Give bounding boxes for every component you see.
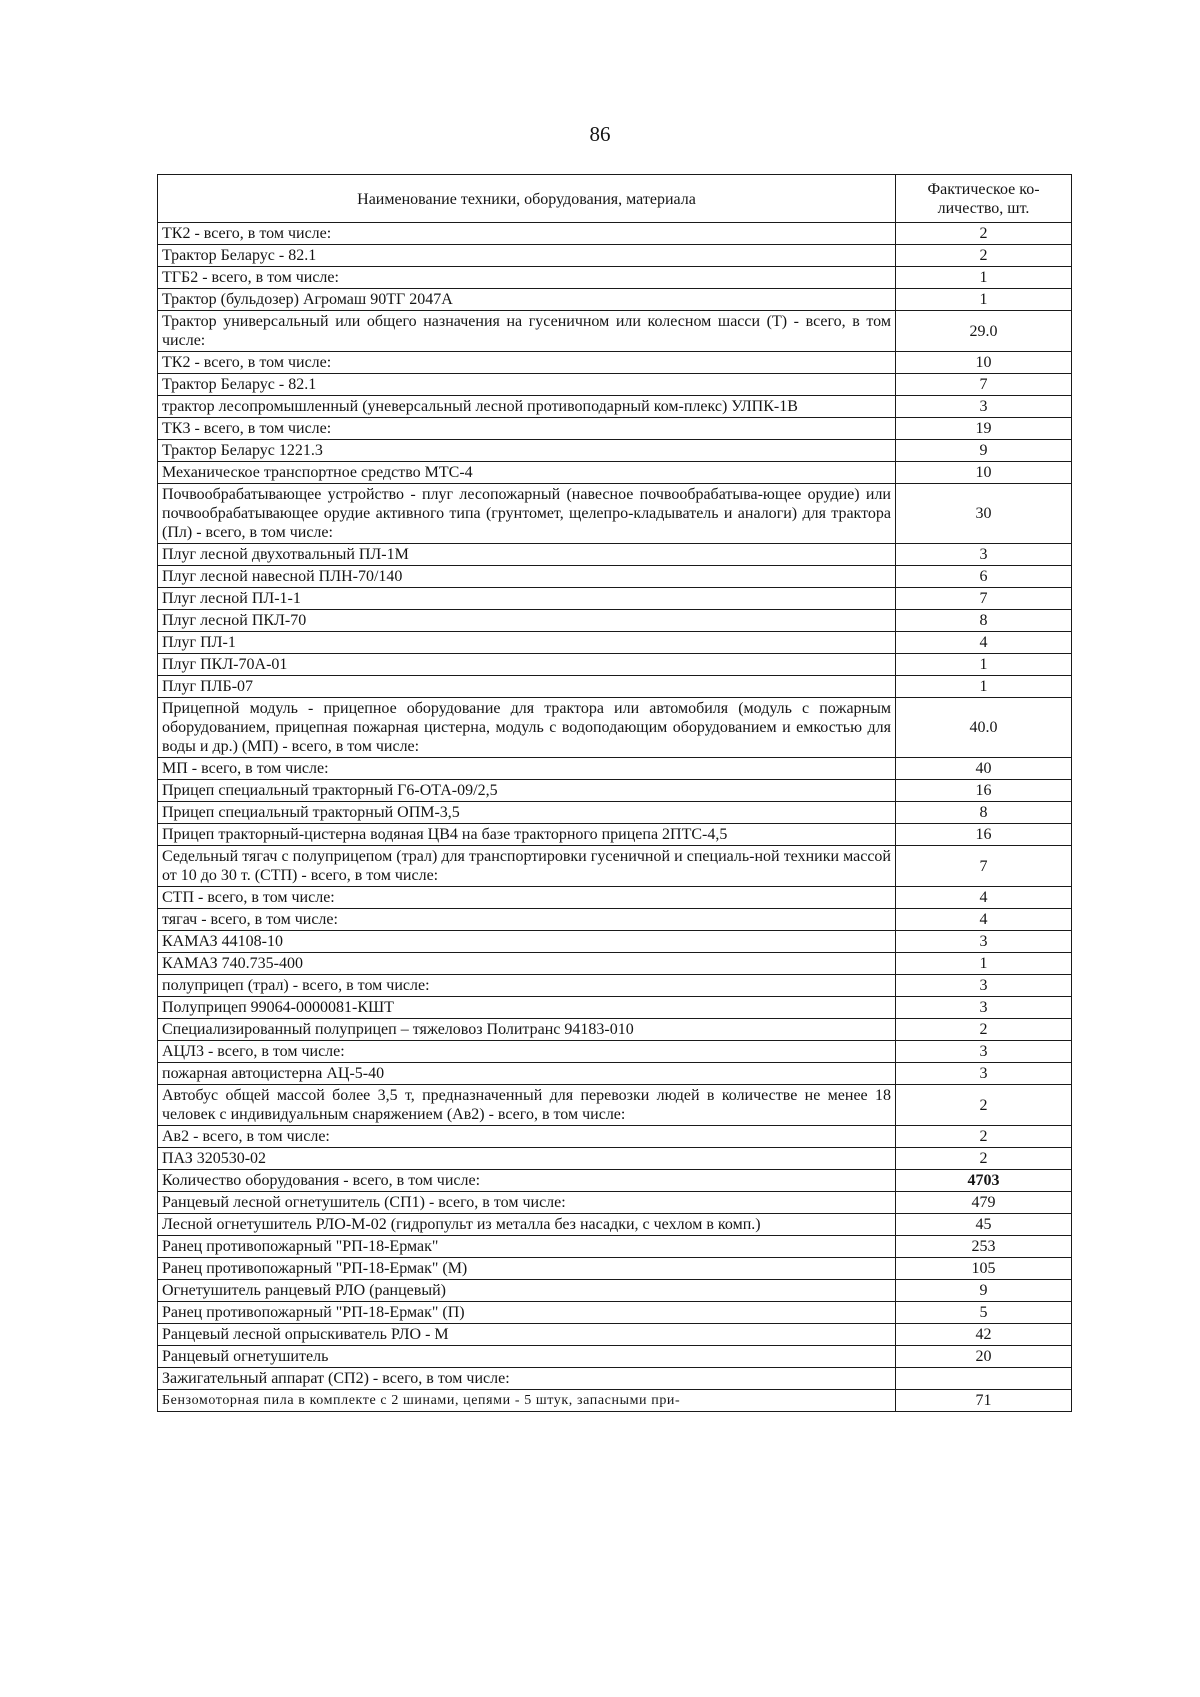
table-row [158,909,1072,931]
row-qty: 2 [896,1019,1072,1041]
row-name: Почвообрабатывающее устройство - плуг лесопожарный (навесное почвообрабатыва-ющее орудие) или почвообрабатывающее орудие активного типа (грунтомет, щелепро-кладыватель и аналоги) для трактора (Пл) - всего, в том числе: [158,484,896,544]
row-name: Трактор Беларус - 82.1 [158,245,896,267]
table-row [158,311,1072,352]
table-row [158,1368,1072,1390]
table-row [158,1390,1072,1412]
table-row [158,846,1072,887]
row-qty: 2 [896,245,1072,267]
table-row [158,1214,1072,1236]
table-header-row [158,175,1072,223]
row-name: Плуг ПКЛ-70А-01 [158,654,896,676]
table-row [158,352,1072,374]
row-name: Седельный тягач с полуприцепом (трал) для транспортировки гусеничной и специаль-ной техники массой от 10 до 30 т. (СТП) - всего, в том числе: [158,846,896,887]
table-row [158,676,1072,698]
table-row [158,975,1072,997]
table-row [158,223,1072,245]
table-row [158,802,1072,824]
row-name: Зажигательный аппарат (СП2) - всего, в том числе: [158,1368,896,1390]
table-row [158,632,1072,654]
row-name: ТГБ2 - всего, в том числе: [158,267,896,289]
row-qty: 8 [896,802,1072,824]
header-qty: Фактическое ко-личество, шт. [896,175,1072,223]
row-name: Механическое транспортное средство МТС-4 [158,462,896,484]
row-qty: 1 [896,676,1072,698]
table-row [158,1236,1072,1258]
row-name: Плуг лесной навесной ПЛН-70/140 [158,566,896,588]
row-qty: 16 [896,780,1072,802]
row-qty: 30 [896,484,1072,544]
row-qty: 2 [896,1126,1072,1148]
table-row [158,440,1072,462]
row-name: Прицеп специальный тракторный Г6-ОТА-09/2,5 [158,780,896,802]
table-row [158,289,1072,311]
row-qty: 10 [896,462,1072,484]
row-qty: 29.0 [896,311,1072,352]
table-row [158,1148,1072,1170]
row-qty: 7 [896,374,1072,396]
table-row [158,780,1072,802]
row-qty: 4 [896,632,1072,654]
row-qty: 4 [896,909,1072,931]
row-name: ПАЗ 320530-02 [158,1148,896,1170]
row-qty: 105 [896,1258,1072,1280]
row-qty: 3 [896,1041,1072,1063]
row-qty: 20 [896,1346,1072,1368]
table-row [158,484,1072,544]
row-qty: 2 [896,1085,1072,1126]
table-row [158,1063,1072,1085]
row-qty: 9 [896,440,1072,462]
row-name: Прицепной модуль - прицепное оборудование для трактора или автомобиля (модуль с пожарным оборудованием, прицепная пожарная цистерна, модуль с водоподающим оборудованием и емкостью для воды и др.) (МП) - всего, в том числе: [158,698,896,758]
table-row [158,267,1072,289]
row-name: Огнетушитель ранцевый РЛО (ранцевый) [158,1280,896,1302]
row-name: Плуг лесной ПКЛ-70 [158,610,896,632]
row-qty: 1 [896,953,1072,975]
table-row [158,931,1072,953]
row-name: ТК3 - всего, в том числе: [158,418,896,440]
row-name: Лесной огнетушитель РЛО-М-02 (гидропульт из металла без насадки, с чехлом в комп.) [158,1214,896,1236]
table-row [158,544,1072,566]
table-row [158,462,1072,484]
row-name: Плуг ПЛ-1 [158,632,896,654]
table-row [158,418,1072,440]
row-qty: 7 [896,588,1072,610]
header-name: Наименование техники, оборудования, материала [158,175,896,223]
row-qty: 253 [896,1236,1072,1258]
table-row [158,698,1072,758]
table-row [158,1258,1072,1280]
row-qty: 71 [896,1390,1072,1412]
row-name: Количество оборудования - всего, в том числе: [158,1170,896,1192]
row-name: Трактор универсальный или общего назначения на гусеничном или колесном шасси (Т) - всего, в том числе: [158,311,896,352]
table-row [158,1302,1072,1324]
row-qty: 9 [896,1280,1072,1302]
table-row [158,1085,1072,1126]
row-qty: 8 [896,610,1072,632]
row-qty: 10 [896,352,1072,374]
table-row [158,1192,1072,1214]
table-row [158,374,1072,396]
table-row [158,1346,1072,1368]
equipment-table [157,174,1072,1412]
row-qty: 42 [896,1324,1072,1346]
row-name: пожарная автоцистерна АЦ-5-40 [158,1063,896,1085]
table-row [158,1019,1072,1041]
row-qty: 4703 [896,1170,1072,1192]
table-row [158,1324,1072,1346]
row-qty [896,1368,1072,1390]
row-name: Плуг ПЛБ-07 [158,676,896,698]
row-qty: 19 [896,418,1072,440]
table-row [158,887,1072,909]
row-name: тягач - всего, в том числе: [158,909,896,931]
table-row [158,654,1072,676]
row-qty: 2 [896,223,1072,245]
row-name: Трактор Беларус - 82.1 [158,374,896,396]
row-name: Автобус общей массой более 3,5 т, предназначенный для перевозки людей в количестве не менее 18 человек с индивидуальным снаряжением (Ав2) - всего, в том числе: [158,1085,896,1126]
row-name: Специализированный полуприцеп – тяжеловоз Политранс 94183-010 [158,1019,896,1041]
row-name: Ранцевый огнетушитель [158,1346,896,1368]
row-name: Прицеп тракторный-цистерна водяная ЦВ4 на базе тракторного прицепа 2ПТС-4,5 [158,824,896,846]
table-row [158,758,1072,780]
row-name: ТК2 - всего, в том числе: [158,352,896,374]
row-qty: 3 [896,544,1072,566]
table-row [158,1041,1072,1063]
table-row [158,1280,1072,1302]
row-qty: 1 [896,289,1072,311]
table-row [158,566,1072,588]
row-name: МП - всего, в том числе: [158,758,896,780]
page-number: 86 [589,122,611,146]
row-name: Плуг лесной двухотвальный ПЛ-1М [158,544,896,566]
row-name: Ранцевый лесной опрыскиватель РЛО - М [158,1324,896,1346]
row-name: Ранец противопожарный "РП-18-Ермак" (М) [158,1258,896,1280]
row-qty: 4 [896,887,1072,909]
row-name: КАМАЗ 740.735-400 [158,953,896,975]
row-name: Ав2 - всего, в том числе: [158,1126,896,1148]
table-row [158,245,1072,267]
row-qty: 1 [896,267,1072,289]
row-name: ТК2 - всего, в том числе: [158,223,896,245]
table-row [158,588,1072,610]
row-name: Ранец противопожарный "РП-18-Ермак" [158,1236,896,1258]
row-name: трактор лесопромышленный (уневерсальный лесной противоподарный ком-плекс) УЛПК-1В [158,396,896,418]
table-row [158,824,1072,846]
row-qty: 3 [896,931,1072,953]
row-qty: 479 [896,1192,1072,1214]
row-name: КАМАЗ 44108-10 [158,931,896,953]
row-qty: 5 [896,1302,1072,1324]
row-qty: 3 [896,997,1072,1019]
table-row [158,396,1072,418]
table-row [158,1170,1072,1192]
row-qty: 6 [896,566,1072,588]
row-name: Прицеп специальный тракторный ОПМ-3,5 [158,802,896,824]
table-row [158,610,1072,632]
row-qty: 40 [896,758,1072,780]
row-name: Ранцевый лесной огнетушитель (СП1) - всего, в том числе: [158,1192,896,1214]
row-name: СТП - всего, в том числе: [158,887,896,909]
row-qty: 3 [896,1063,1072,1085]
row-name: АЦЛ3 - всего, в том числе: [158,1041,896,1063]
table-row [158,1126,1072,1148]
row-name: Трактор (бульдозер) Агромаш 90ТГ 2047А [158,289,896,311]
row-name: Полуприцеп 99064-0000081-КШТ [158,997,896,1019]
row-name: Трактор Беларус 1221.3 [158,440,896,462]
row-qty: 1 [896,654,1072,676]
row-qty: 16 [896,824,1072,846]
row-name: полуприцеп (трал) - всего, в том числе: [158,975,896,997]
row-qty: 2 [896,1148,1072,1170]
row-qty: 40.0 [896,698,1072,758]
table-row [158,953,1072,975]
row-name: Бензомоторная пила в комплекте с 2 шинами, цепями - 5 штук, запасными при- [158,1390,896,1412]
table-row [158,997,1072,1019]
row-qty: 45 [896,1214,1072,1236]
row-qty: 3 [896,396,1072,418]
row-qty: 3 [896,975,1072,997]
row-qty: 7 [896,846,1072,887]
row-name: Плуг лесной ПЛ-1-1 [158,588,896,610]
row-name: Ранец противопожарный "РП-18-Ермак" (П) [158,1302,896,1324]
